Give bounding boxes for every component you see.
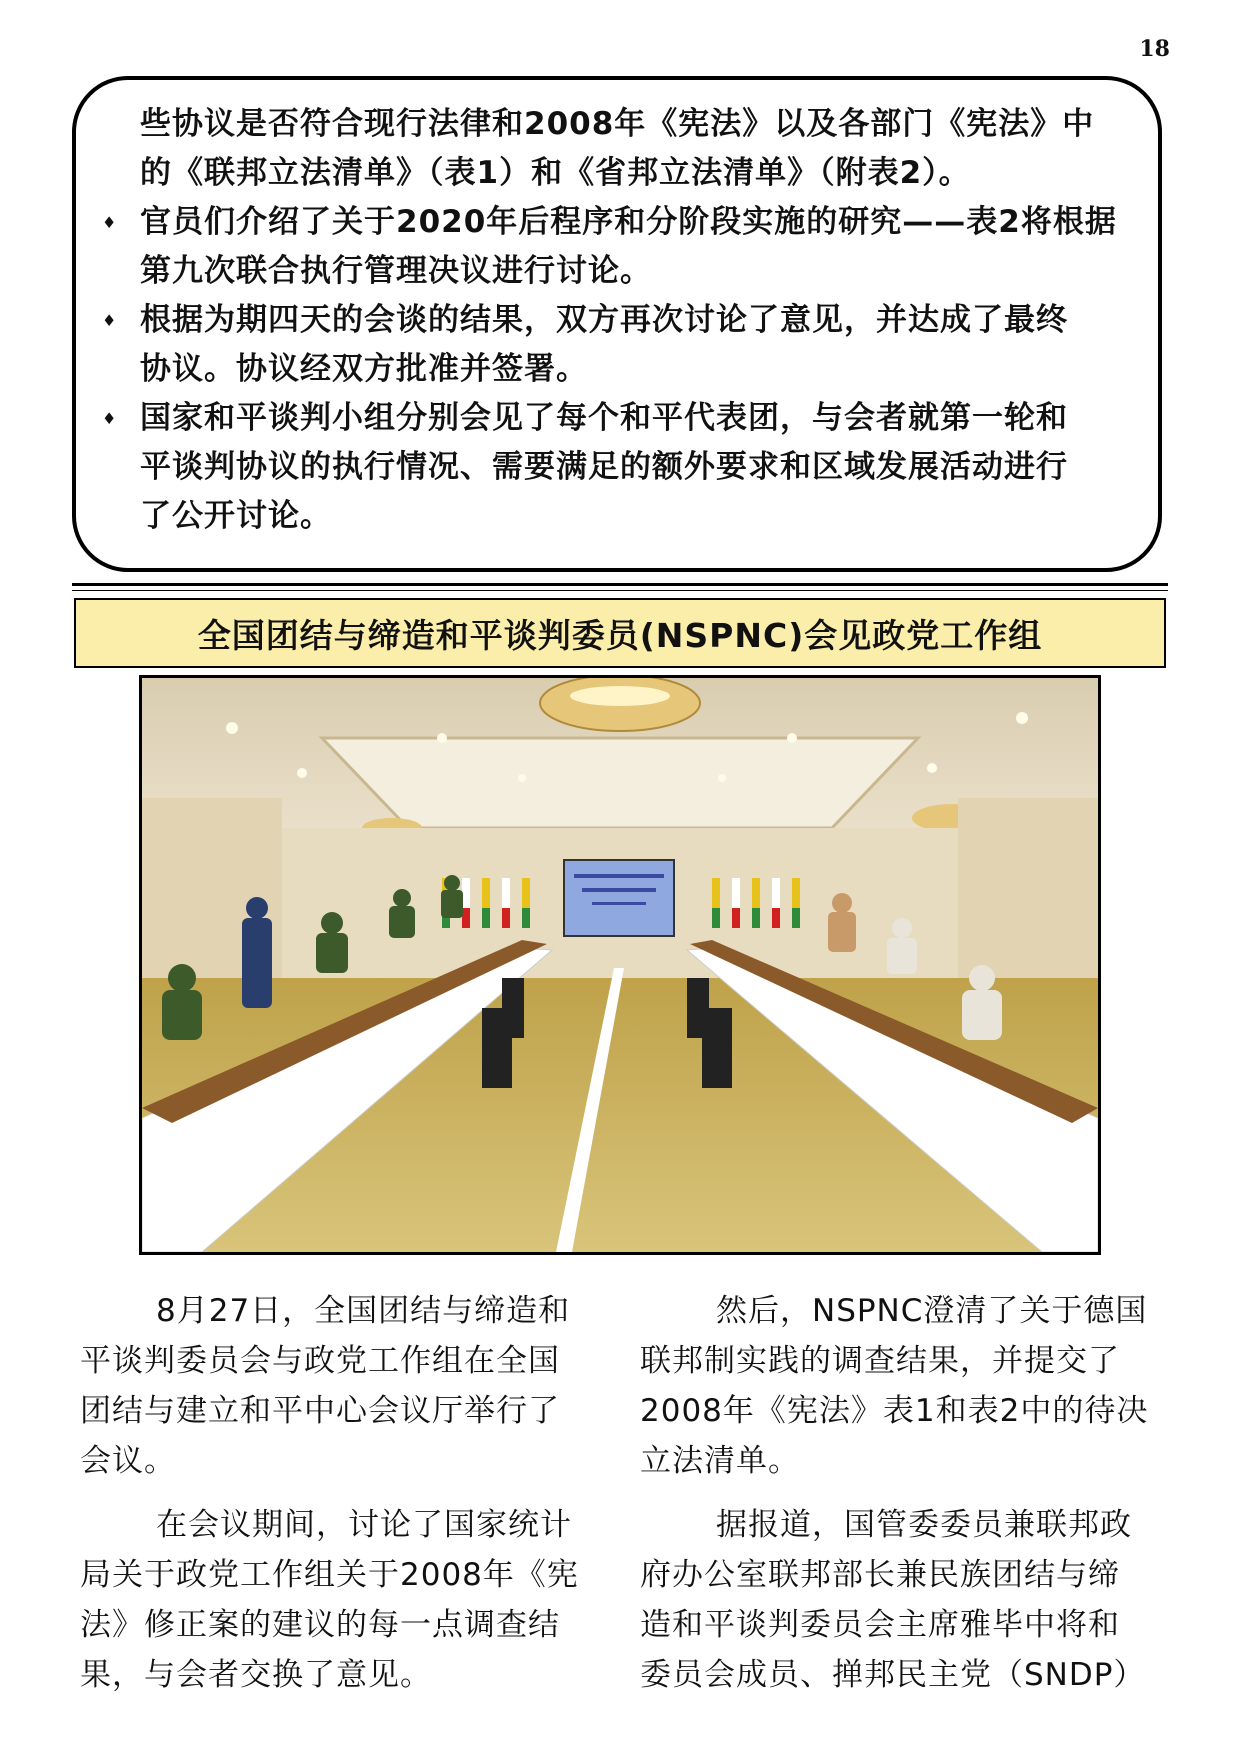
text-line: 府办公室联邦部长兼民族团结与缔	[640, 1557, 1120, 1593]
text-line: 在会议期间，讨论了国家统计	[156, 1507, 572, 1543]
box-line: 协议。协议经双方批准并签署。	[140, 351, 588, 387]
box-bullet-item: ♦ 国家和平谈判小组分别会见了每个和平代表团，与会者就第一轮和	[140, 394, 1140, 443]
divider	[72, 590, 1168, 591]
diamond-bullet-icon: ♦	[102, 213, 118, 232]
summary-box-content	[102, 100, 1140, 541]
meeting-photo	[139, 675, 1101, 1255]
text-line: 联邦制实践的调查结果，并提交了	[640, 1343, 1120, 1379]
text-line: 据报道，国管委委员兼联邦政	[716, 1507, 1132, 1543]
box-line: 第九次联合执行管理决议进行讨论。	[140, 253, 652, 289]
box-line: 些协议是否符合现行法律和2008年《宪法》以及各部门《宪法》中	[140, 106, 1095, 142]
text-line: 2008年《宪法》表1和表2中的待决	[640, 1393, 1149, 1429]
text-line: 委员会成员、掸邦民主党（SNDP）	[640, 1657, 1146, 1693]
page-number: 18	[1139, 36, 1170, 62]
box-bullet-item: ♦ 官员们介绍了关于2020年后程序和分阶段实施的研究——表2将根据	[140, 198, 1140, 247]
text-line: 造和平谈判委员会主席雅毕中将和	[640, 1607, 1120, 1643]
text-line: 局关于政党工作组关于2008年《宪	[80, 1557, 579, 1593]
text-line: 法》修正案的建议的每一点调查结	[80, 1607, 560, 1643]
diamond-bullet-icon: ♦	[102, 409, 118, 428]
text-line: 8月27日，全国团结与缔造和	[156, 1293, 571, 1329]
left-column	[80, 1286, 610, 1700]
summary-box	[72, 76, 1162, 572]
divider	[72, 583, 1168, 586]
box-bullet-item: ♦ 根据为期四天的会谈的结果，双方再次讨论了意见，并达成了最终	[140, 296, 1140, 345]
text-line: 果，与会者交换了意见。	[80, 1657, 432, 1693]
box-line: 了公开讨论。	[140, 498, 332, 534]
diamond-bullet-icon: ♦	[102, 311, 118, 330]
text-line: 然后，NSPNC澄清了关于德国	[716, 1293, 1148, 1329]
box-line: 的《联邦立法清单》（表1）和《省邦立法清单》（附表2）。	[140, 155, 971, 191]
box-line: 平谈判协议的执行情况、需要满足的额外要求和区域发展活动进行	[140, 449, 1068, 485]
text-line: 平谈判委员会与政党工作组在全国	[80, 1343, 560, 1379]
article-title: 全国团结与缔造和平谈判委员(NSPNC)会见政党工作组	[74, 598, 1166, 668]
text-line: 立法清单。	[640, 1443, 800, 1479]
text-line: 会议。	[80, 1443, 176, 1479]
text-line: 团结与建立和平中心会议厅举行了	[80, 1393, 560, 1429]
right-column	[640, 1286, 1170, 1700]
